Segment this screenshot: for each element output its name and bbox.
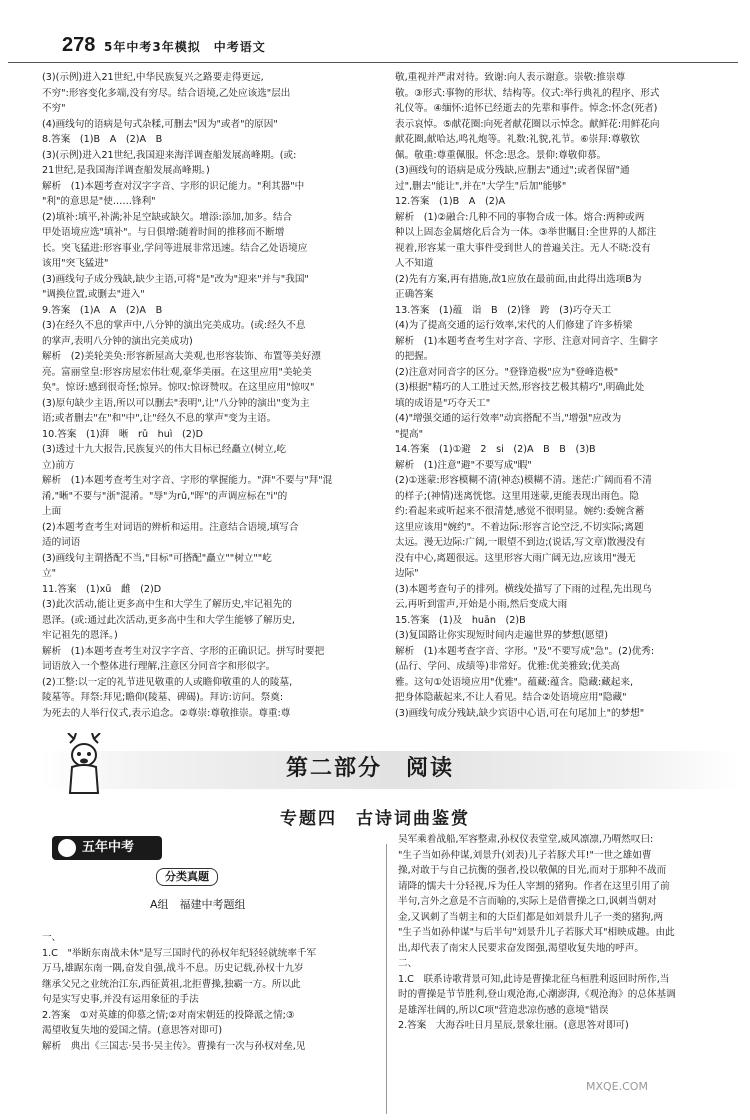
text-line: (3)画线句成分残缺,缺少宾语中心语,可在句尾加上"的梦想" [395,707,645,719]
text-line: 语;或者删去"在"和"中",让"经久不息的掌声"变为主语。 [42,413,277,424]
text-line: (3)画线句主谓搭配不当,"目标"可搭配"矗立""树立""屹 [42,552,272,564]
text-line: 11.答案 (1)xū 雌 (2)D [42,583,162,595]
text-line: (2)注意对同音字的区分。"登锋造极"应为"登峰造极" [395,366,619,378]
text-line: 约:看起来或听起来不很清楚,感觉不很明显。婉约:委婉含蓄 [395,506,645,517]
text-line: 12.答案 (1)B A (2)A [395,196,506,207]
deer-mascot-icon [54,733,114,795]
text-line: 操,对敢于与自己抗衡的强者,投以敬佩的目光,而对于那种不战而 [398,865,667,876]
text-line: 15.答案 (1)及 huān (2)B [395,614,526,626]
text-line: 的掌声,表明八分钟的演出完美成功) [42,335,193,347]
text-line: 解析 (1)注意"避"不要写成"暇" [395,459,532,471]
text-line: (3)原句缺少主语,所以可以删去"表明",让"八分钟的演出"变为主 [42,397,310,409]
text-line: 把身体隐蔽起来,不让人看见。结合②处语境应用"隐藏" [395,692,627,703]
text-line: 过",删去"能让",并在"大学生"后加"能够" [395,180,567,192]
text-line: 继承父兄之业统治江东,西征黄祖,北拒曹操,独霸一方。所以此 [42,978,301,990]
text-line: 礼仪等。④缅怀:追怀已经逝去的先辈和事件。悼念:怀念(死者) [395,103,658,114]
text-line: (3)复国路让你实现短时间内走遍世界的梦想(愿望) [395,630,608,641]
text-line: 时的曹操是节节胜利,登山观沧海,心潮澎湃,《观沧海》的总体基调 [398,989,676,1000]
text-line: (3)(示例)进入21世纪,我国迎来海洋调查船发展高峰期。(或: [42,149,297,161]
text-line: 太远。漫无边际:广阔,一眼望不到边;(说话,写文章)散漫没有 [395,537,646,548]
text-line: 的把握。 [395,351,434,362]
text-line: 表示哀悼。⑤献花圈:向死者献花圈以示悼念。献鲜花:用鲜花向 [395,118,660,130]
text-line: (3)此次活动,能让更多高中生和大学生了解历史,牢记祖先的 [42,599,292,610]
text-line: 13.答案 (1)蕴 诣 B (2)锋 跨 (3)巧夺天工 [395,304,612,316]
text-line: 正确答案 [395,289,434,300]
text-line: 没有中心,离题很远。这里形容大雨广阔无边,应该用"漫无 [395,552,636,564]
text-line: 金,又讽刺了当朝主和的大臣们都是如刘景升儿子一类的猪狗,两 [398,911,664,923]
text-line: 解析 (2)美轮美奂:形容新屋高大美观,也形容装饰、布置等美好漂 [42,351,321,362]
text-line: 人不知道 [395,258,434,269]
text-line: 解析 (1)本题考查字音、字形。"及"不要写成"急"。(2)优秀: [395,645,655,657]
text-line: 为死去的人举行仪式,表示追念。②尊崇:尊敬推崇。尊重:尊 [42,707,291,719]
text-line: 立)前方 [42,459,75,471]
text-line: 不穷" [42,103,66,114]
text-line: (3)在经久不息的掌声中,八分钟的演出完美成功。(或:经久不息 [42,320,306,331]
text-line: (3)画线句的语病是成分残缺,应删去"通过";或者保留"通 [395,165,630,176]
text-line: (2)填补:填平,补满;补足空缺或缺欠。增添:添加,加多。结合 [42,211,293,223]
text-line: (3)透过十九大报告,民族复兴的伟大目标已经矗立(树立,屹 [42,444,287,455]
five-year-label: 五年中考 [82,840,135,855]
part-title: 第二部分 阅读 [286,756,455,781]
text-line: 出,却代表了南宋人民要求奋发图强,渴望收复失地的呼声。 [398,942,644,954]
text-line: 半句,言外之意是不言而喻的,实际上是借曹操之口,讽刺当朝对 [398,896,657,907]
text-line: 边际" [395,568,419,579]
text-line: 解析 (1)本题考查考生对汉字字音、字形的正确识记。拼写时要把 [42,645,325,657]
text-line: (3)根据"精巧的人工胜过天然,形容技艺极其精巧",明确此处 [395,382,645,393]
five-year-badge [52,836,162,860]
text-line: 解析 (1)②融合:几种不同的事物合成一体。熔合:两种或两 [395,211,645,223]
text-line: 不穷":形容变化多端,没有穷尽。结合语境,乙处应该选"层出 [42,87,291,99]
text-line: 陵墓等。拜祭:拜见;瞻仰(陵墓、碑碣)。拜访:访问。祭奠: [42,692,284,703]
text-line: 词语放入一个整体进行理解,注意区分同音字和形似字。 [42,661,276,672]
topic-title: 专题四 古诗词曲鉴赏 [280,809,470,829]
text-line: 渴望收复失地的爱国之情。(意思答对即可) [42,1025,223,1036]
text-line: 1.C "举断东南战未休"是写三国时代的孙权年纪轻轻就统率千军 [42,947,317,959]
answer-column-right [395,70,735,730]
text-line: 填的成语是"巧夺天工" [395,397,491,409]
text-line: 10.答案 (1)湃 晰 rǔ huì (2)D [42,428,204,440]
text-line: 雅。这句①处语境应用"优雅"。蕴藏:蕴含。隐藏:藏起来, [395,676,634,688]
category-label: 分类真题 [156,868,218,886]
text-line: 佩。敬重:尊重佩服。怀念:思念。景仰:尊敬仰慕。 [395,149,607,161]
text-line: 这里应该用"婉约"。不着边际:形容言论空泛,不切实际;离题 [395,521,644,533]
text-line: 适的词语 [42,537,81,548]
text-line: "提高" [395,428,424,440]
text-line: 一、 [42,932,62,943]
page-number: 278 [62,34,96,56]
text-line: 牢记祖先的恩泽。) [42,630,118,641]
badge-icon [58,839,76,857]
text-line: (2)工整:以一定的礼节进见敬重的人或瞻仰敬重的人的陵墓, [42,676,293,688]
text-line: 奂"。惊讶:感到很奇怪;惊异。惊叹:惊讶赞叹。在这里应用"惊叹" [42,382,315,393]
text-line: 1.C 联系诗歌背景可知,此诗是曹操北征乌桓胜利返回时所作,当 [398,973,670,985]
text-line: "生子当如孙仲谋"与后半句"刘景升儿子若豚犬耳"相映成趣。由此 [398,927,675,938]
text-line: 长。突飞猛进:形容事业,学问等进展非常迅速。结合乙处语境应 [42,242,308,254]
text-line: (品行、学问、成绩等)非常好。优雅:优美雅致;优美高 [395,661,621,672]
text-line: 甲处语境应选"填补"。与日俱增:随着时间的推移而不断增 [42,227,285,238]
watermark: MXQE.COM [586,1080,648,1093]
text-line: (2)先有方案,再有措施,故1应放在最前面,由此得出选项B为 [395,273,642,285]
answer-column-right-bottom [398,832,738,1120]
text-line: 淆,"晰"不要与"浙"混淆。"辱"为rǔ,"晖"的声调应标在"i"的 [42,490,288,502]
text-line: (3)画线句子成分残缺,缺少主语,可将"是"改为"迎来"并与"我国" [42,273,309,285]
part-banner [40,733,740,795]
column-divider [386,844,387,1114]
text-line: 2.答案 大海吞吐日月星辰,景象壮丽。(意思答对即可) [398,1020,629,1031]
text-line: 云,再听到雷声,开始是小雨,然后变成大雨 [395,599,568,610]
text-line: 献花圈,献哈达,鸣礼炮等。礼数:礼貌,礼节。⑥崇拜:尊敬钦 [395,134,640,145]
text-line: 解析 (1)本题考查考生对字音、字形的掌握能力。"湃"不要与"拜"混 [42,475,333,486]
text-line: 上面 [42,506,62,517]
header-rule [8,62,738,63]
text-line: 种以上固态金属熔化后合为一体。③举世瞩目:全世界的人都注 [395,227,657,238]
text-line: 二、 [398,958,418,969]
text-line: (2)①迷蒙:形容模糊不清(神态)模糊不清。迷茫:广阔而看不清 [395,475,652,486]
text-line: 21世纪,是我国海洋调查船发展高峰期。) [42,165,210,176]
text-line: 敬,重视并严肃对待。致谢:向人表示谢意。崇敬:推崇尊 [395,72,626,83]
text-line: "调换位置,或删去"进入" [42,289,145,300]
text-line: 恩泽。(或:通过此次活动,更多高中生和大学生能够了解历史, [42,614,295,626]
text-line: 9.答案 (1)A A (2)A B [42,304,163,316]
text-line: 2.答案 ①对英雄的仰慕之情;②对南宋朝廷的投降派之情;③ [42,1009,295,1021]
text-line: (3)本题考查句子的排列。横线处描写了下雨的过程,先出现乌 [395,583,652,595]
text-line: 句是实写史事,并没有运用象征的手法 [42,994,199,1005]
text-line: (3)(示例)进入21世纪,中华民族复兴之路要走得更远, [42,72,264,83]
text-line: 解析 典出《三国志·吴书·吴主传》。曹操有一次与孙权对垒,见 [42,1040,306,1052]
answer-column-left [42,70,380,730]
text-line: (2)本题考查考生对词语的辨析和运用。注意结合语境,填写合 [42,521,299,533]
text-line: 14.答案 (1)①避 2 si (2)A B B (3)B [395,444,596,455]
book-title: 5年中考3年模拟 中考语文 [104,40,266,54]
text-line: 吴军乘着战船,军容整肃,孙权仪表堂堂,威风凛凛,乃喟然叹曰: [398,834,654,845]
group-title: A组 福建中考题组 [150,898,246,911]
answer-column-left-bottom [42,930,382,1120]
text-line: 万马,雄踞东南一隅,奋发自强,战斗不息。历史记载,孙权十九岁 [42,963,304,974]
text-line: 解析 (1)本题考查考生对字音、字形、注意对同音字、生僻字 [395,335,659,347]
text-line: (4)"增强交通的运行效率"动宾搭配不当,"增强"应改为 [395,413,622,424]
text-line: (4)为了提高交通的运行效率,宋代的人们修建了许多桥梁 [395,320,633,331]
text-line: (4)画线句的语病是句式杂糅,可删去"因为"或者"的原因" [42,118,278,130]
text-line: 亮。富丽堂皇:形容房屋宏伟壮观,豪华美丽。在这里应用"美轮美 [42,366,312,378]
text-line: "生子当如孙仲谋,刘景升(刘表)儿子若豚犬耳!"一世之雄如曹 [398,849,652,861]
text-line: 8.答案 (1)B A (2)A B [42,134,163,145]
text-line: "利"的意思是"使……锋利" [42,196,156,207]
text-line: 敬。③形式:事物的形状、结构等。仪式:举行典礼的程序、形式 [395,87,660,99]
text-line: 立" [42,568,57,579]
page-header [8,34,740,60]
text-line: 是雄浑壮阔的,所以C项"营造悲凉伤感的意境"错误 [398,1004,609,1016]
text-line: 视着,形容某一重大事件受到世人的普遍关注。无人不晓:没有 [395,242,651,254]
text-line: 该用"突飞猛进" [42,258,109,269]
text-line: 的样子;(神情)迷离恍惚。这里用迷蒙,更能表现出雨色。隐 [395,490,640,502]
text-line: 请降的懦夫十分轻视,斥为任人宰割的猪狗。作者在这里引用了前 [398,880,670,892]
text-line: 解析 (1)本题考查对汉字字音、字形的识记能力。"利其器"中 [42,180,305,192]
